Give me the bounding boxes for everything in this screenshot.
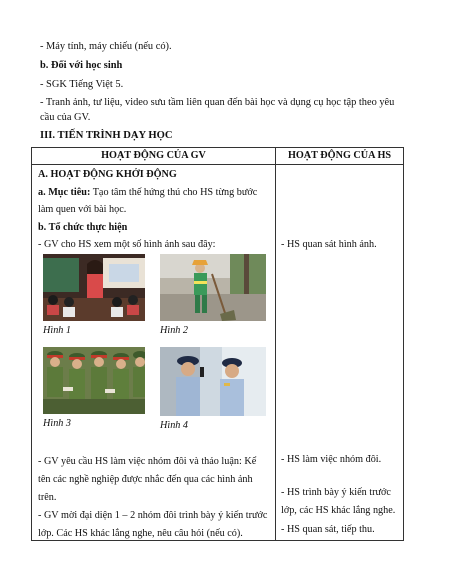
caption-image-1: Hình 1	[43, 325, 72, 336]
invite-line-2: lớp. Các HS khác lắng nghe, nêu câu hỏi (nếu có).	[38, 528, 243, 539]
lesson-plan-table	[31, 147, 404, 541]
image-1-classroom	[43, 254, 145, 321]
activity-title: A. HOẠT ĐỘNG KHỞI ĐỘNG	[38, 169, 177, 180]
invite-line-1: - GV mời đại diện 1 – 2 nhóm đôi trình bày ý kiến trước	[38, 510, 268, 521]
textbook-line: - SGK Tiếng Việt 5.	[40, 79, 124, 90]
materials-line-2: cầu của GV.	[40, 112, 91, 123]
pair-work-line-2: tên các nghề nghiệp được nhắc đến qua các hình ảnh	[38, 474, 253, 485]
pair-work-line-1: - GV yêu cầu HS làm việc nhóm đôi và thảo luận: Kể	[38, 456, 257, 467]
goal-text: Tạo tâm thế hứng thú cho HS từng bước	[90, 187, 258, 198]
hs-pair-work: - HS làm việc nhóm đôi.	[281, 454, 382, 465]
caption-image-4: Hình 4	[160, 420, 189, 431]
hs-present-1: - HS trình bày ý kiến trước	[281, 487, 391, 498]
section-title: III. TIẾN TRÌNH DẠY HỌC	[40, 130, 173, 141]
organization-heading: b. Tổ chức thực hiện	[38, 222, 128, 233]
equipment-line: - Máy tính, máy chiếu (nếu có).	[40, 41, 172, 52]
header-teacher: HOẠT ĐỘNG CỦA GV	[32, 148, 276, 165]
show-images-text: - GV cho HS xem một số hình ảnh sau đây:	[38, 239, 216, 250]
caption-image-2: Hình 2	[160, 325, 189, 336]
materials-line-1: - Tranh ảnh, tư liệu, video sưu tầm liên quan đến bài học và dụng cụ học tập theo yêu	[40, 97, 395, 108]
pair-work-line-3: trên.	[38, 492, 57, 503]
goal-line-1	[38, 186, 257, 199]
image-4-security-guards	[160, 347, 266, 416]
header-student: HOẠT ĐỘNG CỦA HS	[276, 148, 404, 165]
image-3-soldiers	[43, 347, 145, 414]
goal-line-2: làm quen với bài học.	[38, 204, 127, 215]
caption-image-3: Hình 3	[43, 418, 72, 429]
student-heading: b. Đối với học sinh	[40, 60, 123, 71]
teacher-column	[32, 165, 276, 541]
student-column	[276, 165, 404, 541]
goal-label: a. Mục tiêu:	[38, 187, 91, 198]
hs-present-2: lớp, các HS khác lắng nghe.	[281, 505, 396, 516]
image-2-street-cleaner	[160, 254, 266, 321]
hs-listen: - HS quan sát, tiếp thu.	[281, 524, 375, 535]
hs-observe: - HS quan sát hình ảnh.	[281, 239, 377, 250]
